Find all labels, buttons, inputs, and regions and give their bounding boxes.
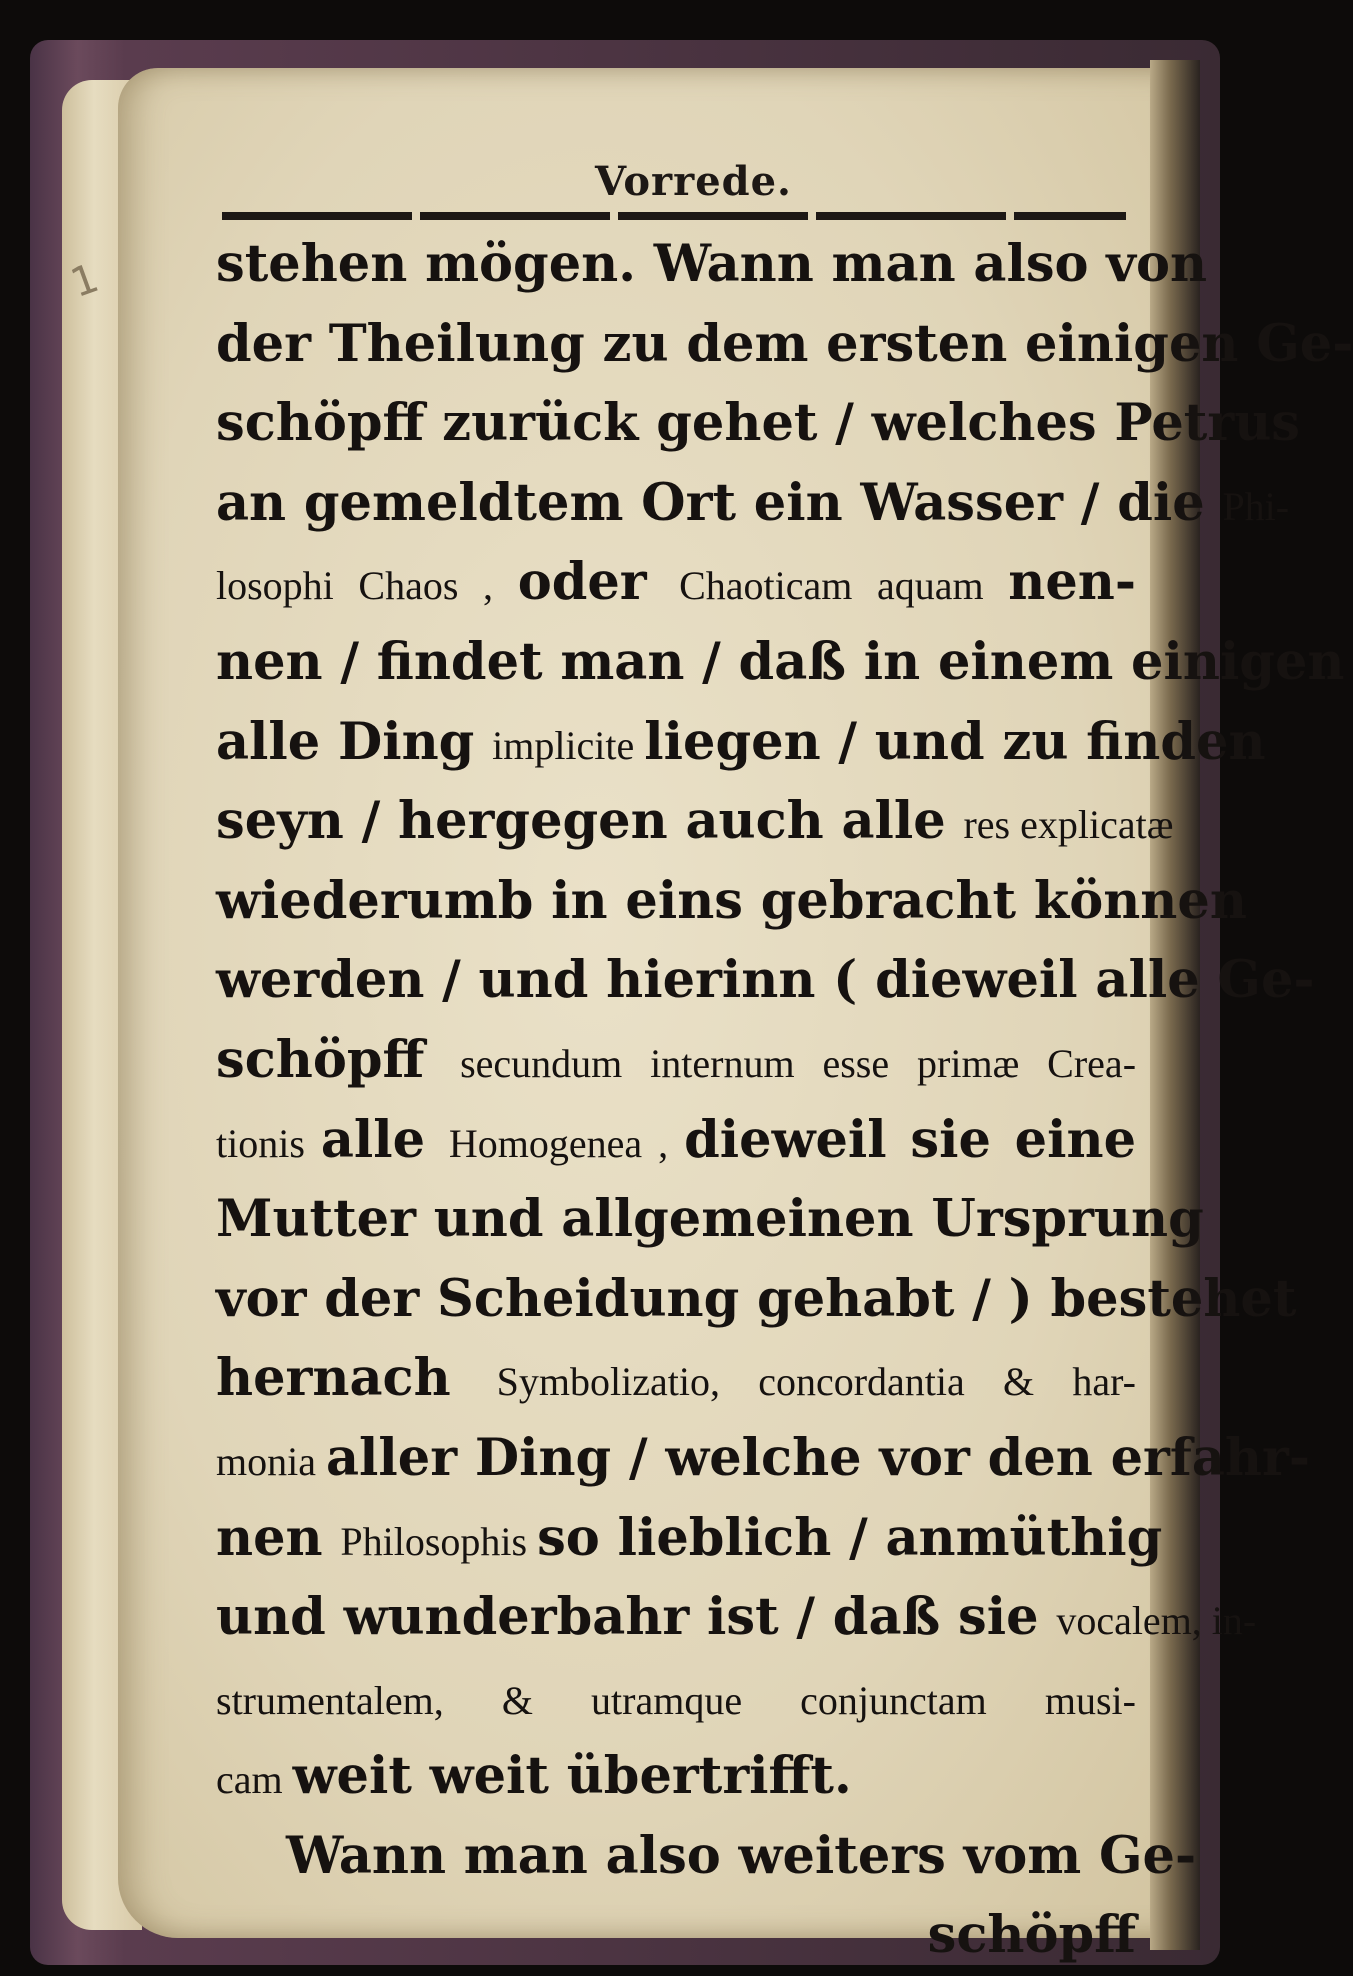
fraktur-span: schöpff	[216, 1029, 461, 1090]
text-line	[216, 1896, 1136, 1976]
latin-span: cam	[216, 1757, 293, 1803]
fraktur-span: stehen mögen. Wann man also von	[216, 234, 1208, 294]
latin-span: tionis	[216, 1120, 321, 1166]
fraktur-span: oder	[517, 552, 680, 613]
text-line	[216, 543, 1136, 623]
fraktur-span: der Theilung zu dem ersten einigen Ge-	[216, 313, 1353, 374]
latin-span: Philosophis	[340, 1518, 538, 1564]
text-line	[216, 1180, 1204, 1260]
fraktur-span: alle Ding	[216, 711, 493, 772]
fraktur-span: nen / findet man / daß in einem einigen	[216, 631, 1345, 692]
fraktur-span: seyn / hergegen auch alle	[216, 791, 964, 852]
fraktur-span: wiederumb in eins gebracht können	[216, 870, 1247, 931]
fraktur-span: aller Ding / welche vor den erfahr-	[325, 1427, 1311, 1488]
text-line	[216, 384, 1301, 464]
text-line	[216, 703, 1266, 783]
text-line	[216, 225, 1208, 305]
fraktur-span: und wunderbahr ist / daß sie	[216, 1587, 1057, 1648]
fraktur-span: vor der Scheidung gehabt / ) bestehet	[216, 1268, 1297, 1329]
text-line	[216, 1021, 1136, 1101]
fraktur-span: schöpff	[927, 1905, 1136, 1966]
fraktur-span: hernach	[216, 1348, 497, 1409]
text-line	[216, 1658, 1136, 1738]
fraktur-span: nen-	[1008, 552, 1137, 613]
fraktur-span: liegen / und zu finden	[644, 711, 1266, 772]
text-line	[216, 782, 1174, 862]
fraktur-span: dieweil sie eine	[684, 1109, 1137, 1170]
latin-span: secundum internum esse primæ Crea-	[460, 1040, 1137, 1086]
latin-span: Chaoticam aquam	[679, 563, 1009, 609]
latin-span: losophi Chaos ,	[216, 563, 518, 609]
latin-span: vocalem, in-	[1056, 1598, 1257, 1644]
latin-span: Phi-	[1222, 483, 1290, 529]
latin-span: monia	[216, 1438, 326, 1484]
fraktur-span: Wann man also weiters vom Ge-	[286, 1825, 1197, 1886]
text-line	[216, 1499, 1163, 1579]
fraktur-span: nen	[216, 1507, 341, 1568]
text-line	[216, 1737, 1136, 1817]
fraktur-span: weit weit übertrifft.	[292, 1746, 852, 1807]
fraktur-span: alle	[320, 1109, 449, 1170]
fraktur-span: an gemeldtem Ort ein Wasser / die	[216, 472, 1223, 533]
fraktur-span: schöpff zurück gehet / welches Petrus	[216, 393, 1301, 454]
margin-pencil-mark: 1	[64, 255, 105, 307]
text-line	[216, 464, 1290, 544]
text-line	[216, 941, 1315, 1021]
fraktur-span: Mutter und allgemeinen Ursprung	[216, 1189, 1204, 1250]
running-header: Vorrede.	[595, 158, 792, 205]
fraktur-span: so lieblich / anmüthig	[537, 1507, 1163, 1568]
text-line	[216, 1260, 1297, 1340]
text-line	[216, 623, 1345, 703]
text-line	[216, 862, 1247, 942]
text-line	[216, 1419, 1311, 1499]
text-line	[216, 1339, 1136, 1419]
latin-span: res explicatæ	[963, 802, 1174, 848]
text-line	[216, 1578, 1257, 1658]
body-text	[216, 225, 1353, 1976]
latin-span: strumentalem, & utramque conjunctam musi-	[216, 1677, 1136, 1723]
latin-span: Homogenea ,	[448, 1120, 685, 1166]
header-rule	[222, 212, 1126, 220]
text-line	[216, 1817, 1197, 1897]
text-line	[216, 305, 1353, 385]
text-line	[216, 1101, 1136, 1181]
latin-span: Symbolizatio, concordantia & har-	[496, 1359, 1136, 1405]
latin-span: implicite	[492, 722, 645, 768]
fraktur-span: werden / und hierinn ( dieweil alle Ge-	[216, 950, 1315, 1011]
